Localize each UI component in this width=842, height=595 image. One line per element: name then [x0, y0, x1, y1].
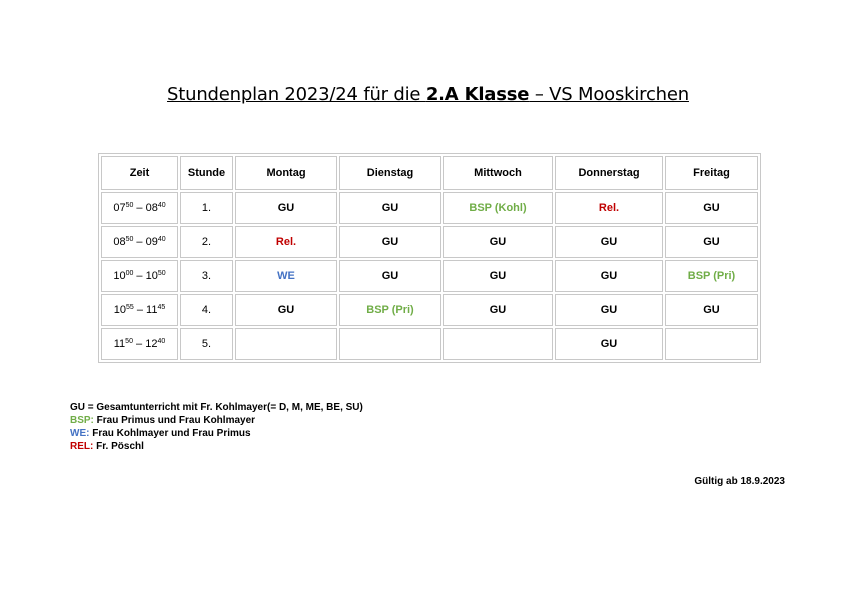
subject-cell: GU — [555, 294, 663, 326]
time-cell: $08^{50} - 09^{40}$ — [101, 226, 178, 258]
header-cell: Mittwoch — [443, 156, 553, 190]
subject-cell: GU — [665, 294, 758, 326]
legend-item — [70, 401, 363, 414]
timetable-row — [101, 260, 758, 292]
period-cell: 4. — [180, 294, 233, 326]
subject-cell: GU — [235, 294, 337, 326]
title-prefix: Stundenplan 2023/24 für die — [167, 84, 426, 105]
valid-from: Gültig ab 18.9.2023 — [694, 476, 785, 487]
page-title — [0, 84, 842, 105]
legend-key: REL: — [70, 441, 97, 452]
time-cell: $10^{00} - 10^{50}$ — [101, 260, 178, 292]
subject-cell: Rel. — [235, 226, 337, 258]
header-cell: Freitag — [665, 156, 758, 190]
subject-cell: GU — [555, 260, 663, 292]
time-cell: $11^{50} - 12^{40}$ — [101, 328, 178, 360]
subject-cell — [665, 328, 758, 360]
subject-cell: WE — [235, 260, 337, 292]
period-cell: 1. — [180, 192, 233, 224]
timetable-row — [101, 294, 758, 326]
subject-cell: GU — [339, 226, 441, 258]
timetable-row — [101, 192, 758, 224]
subject-cell: GU — [555, 226, 663, 258]
subject-cell: BSP (Pri) — [339, 294, 441, 326]
legend-text: Gesamtunterricht mit Fr. Kohlmayer(= D, M, ME, BE, SU) — [96, 402, 363, 413]
legend-key: GU = — [70, 402, 97, 413]
subject-cell: GU — [339, 192, 441, 224]
header-cell: Stunde — [180, 156, 233, 190]
timetable-row — [101, 226, 758, 258]
legend-item — [70, 414, 363, 427]
subject-cell: GU — [443, 294, 553, 326]
subject-cell — [235, 328, 337, 360]
legend-item — [70, 440, 363, 453]
period-cell: 2. — [180, 226, 233, 258]
subject-cell: Rel. — [555, 192, 663, 224]
legend-item — [70, 427, 363, 440]
legend-text: Frau Kohlmayer und Frau Primus — [92, 428, 251, 439]
title-suffix: – VS Mooskirchen — [529, 84, 689, 105]
header-cell: Montag — [235, 156, 337, 190]
legend — [70, 401, 363, 453]
subject-cell — [339, 328, 441, 360]
header-cell: Zeit — [101, 156, 178, 190]
header-cell: Dienstag — [339, 156, 441, 190]
subject-cell: GU — [235, 192, 337, 224]
subject-cell: GU — [443, 260, 553, 292]
title-class: 2.A Klasse — [425, 84, 530, 105]
period-cell: 3. — [180, 260, 233, 292]
subject-cell — [443, 328, 553, 360]
subject-cell: GU — [665, 226, 758, 258]
legend-key: BSP: — [70, 415, 97, 426]
timetable-row — [101, 328, 758, 360]
subject-cell: GU — [665, 192, 758, 224]
header-cell: Donnerstag — [555, 156, 663, 190]
subject-cell: BSP (Kohl) — [443, 192, 553, 224]
time-cell: $10^{55} - 11^{45}$ — [101, 294, 178, 326]
legend-text: Frau Primus und Frau Kohlmayer — [96, 415, 256, 426]
legend-key: WE: — [70, 428, 93, 439]
subject-cell: BSP (Pri) — [665, 260, 758, 292]
subject-cell: GU — [443, 226, 553, 258]
timetable-header-row — [101, 156, 758, 190]
time-cell: $07^{50} - 08^{40}$ — [101, 192, 178, 224]
timetable — [98, 153, 761, 363]
period-cell: 5. — [180, 328, 233, 360]
legend-text: Fr. Pöschl — [96, 441, 144, 452]
subject-cell: GU — [555, 328, 663, 360]
subject-cell: GU — [339, 260, 441, 292]
